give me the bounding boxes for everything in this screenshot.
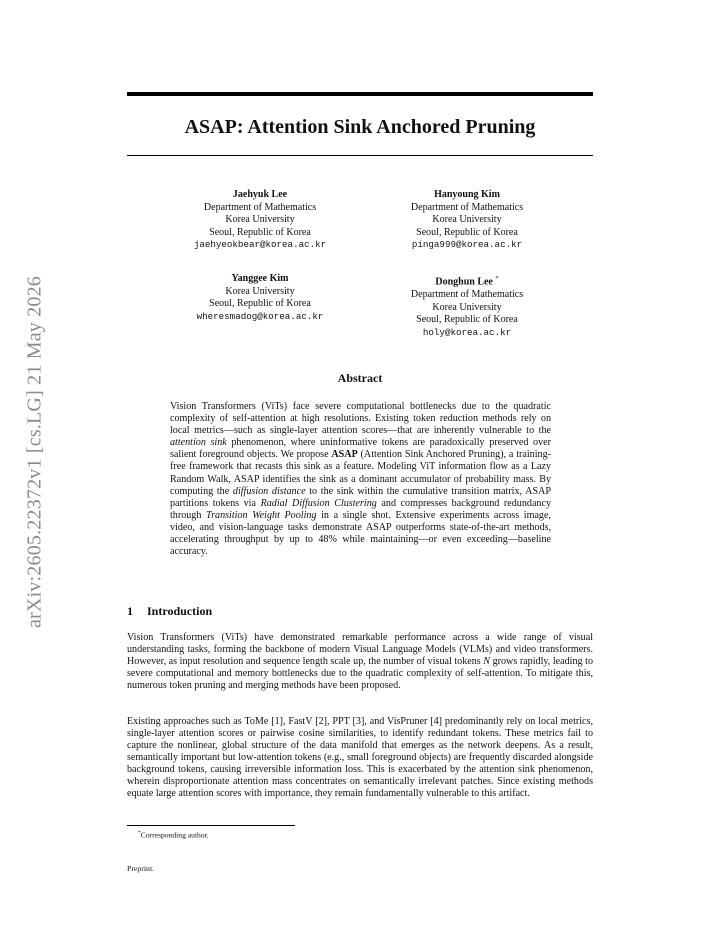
author-affiliation-line: Seoul, Republic of Korea <box>209 226 311 238</box>
author-name: Yanggee Kim <box>231 273 289 284</box>
author-block <box>170 273 350 323</box>
author-name: Donghun Lee <box>435 276 493 288</box>
author-block <box>377 189 557 252</box>
author-email: holy@korea.ac.kr <box>422 326 512 338</box>
author-email: wheresmadog@korea.ac.kr <box>196 310 324 322</box>
author-affiliation-line: Department of Mathematics <box>410 288 524 300</box>
title-top-rule <box>127 92 593 96</box>
body-paragraph: Vision Transformers (ViTs) have demonstrated remarkable performance across a wide range of visual understanding tasks, forming the backbone of modern Visual Language Models (VLMs) and video transformers. However, as input resolution and sequence length scale up, the number of visual tokens N grows rapidly, leading to severe computational and memory bottlenecks due to the quadratic complexity of self-attention. To mitigate this, numerous token pruning and merging methods have been proposed. <box>127 632 593 691</box>
footnote <box>138 830 209 840</box>
paper-title: ASAP: Attention Sink Anchored Pruning <box>184 116 536 138</box>
author-affiliation-line: Korea University <box>225 285 295 297</box>
author-block <box>170 189 350 252</box>
section-number: 1 <box>127 604 133 618</box>
body-paragraph: Existing approaches such as ToMe [1], FastV [2], PPT [3], and VisPruner [4] predominantly rely on local metrics, single-layer attention scores or pairwise cosine similarities, to identify redundant tokens. These metrics fail to capture the nonlinear, global structure of the data manifold that emerges as the network deepens. As a result, semantically important but low-attention tokens (e.g., small foreground objects) are frequently discarded alongside background tokens, causing irreversible information loss. This is exacerbated by the attention sink phenomenon, wherein disproportionate attention mass concentrates on semantically irrelevant patches. Since existing methods equate large attention scores with importance, they remain fundamentally vulnerable to this artifact. <box>127 716 593 799</box>
author-name: Jaehyuk Lee <box>232 189 288 200</box>
abstract-heading: Abstract <box>337 371 383 385</box>
arxiv-sidebar <box>21 257 49 647</box>
author-email: pinga999@korea.ac.kr <box>411 239 523 251</box>
title-bottom-rule <box>127 155 593 156</box>
abstract-body: Vision Transformers (ViTs) face severe computational bottlenecks due to the quadratic complexity of self-attention at high resolutions. Existing token reduction methods rely on local metrics—such as single-layer attention scores—that are inherently vulnerable to the attention sink phenomenon, where uninformative tokens are paradoxically preserved over salient foreground objects. We propose ASAP (Attention Sink Anchored Pruning), a training-free framework that recasts this sink as a feature. Modeling ViT information flow as a Lazy Random Walk, ASAP identifies the sink as a dominant accumulator of probability mass. By computing the diffusion distance to the sink within the cumulative transition matrix, ASAP partitions tokens via Radial Diffusion Clustering and compresses background redundancy through Transition Weight Pooling in a single shot. Extensive experiments across image, video, and vision-language tasks demonstrate ASAP outperforms state-of-the-art methods, accelerating throughput by up to 48% while maintaining—or even exceeding—baseline accuracy. <box>170 401 551 558</box>
author-email: jaehyeokbear@korea.ac.kr <box>193 239 327 251</box>
author-affiliation-line: Seoul, Republic of Korea <box>209 298 311 310</box>
author-affiliation-line: Korea University <box>225 214 295 226</box>
author-affiliation-line: Korea University <box>432 214 502 226</box>
author-affiliation-line: Seoul, Republic of Korea <box>416 314 518 326</box>
author-name: Hanyoung Kim <box>434 189 500 200</box>
section-title: Introduction <box>147 604 213 618</box>
footnote-mark: * <box>138 830 141 836</box>
author-affiliation-line: Korea University <box>432 301 502 313</box>
section-heading <box>127 604 212 619</box>
arxiv-identifier: arXiv:2605.22372v1 [cs.LG] 21 May 2026 <box>23 276 46 628</box>
author-block <box>377 273 557 339</box>
author-affiliation-line: Department of Mathematics <box>410 201 524 213</box>
author-name-line <box>377 273 557 289</box>
footnote-rule <box>127 825 295 826</box>
corresponding-mark: * <box>495 275 499 282</box>
footnote-text: Corresponding author. <box>140 830 209 840</box>
author-affiliation-line: Seoul, Republic of Korea <box>416 226 518 238</box>
preprint-label: Preprint. <box>127 864 155 873</box>
author-affiliation-line: Department of Mathematics <box>203 201 317 213</box>
